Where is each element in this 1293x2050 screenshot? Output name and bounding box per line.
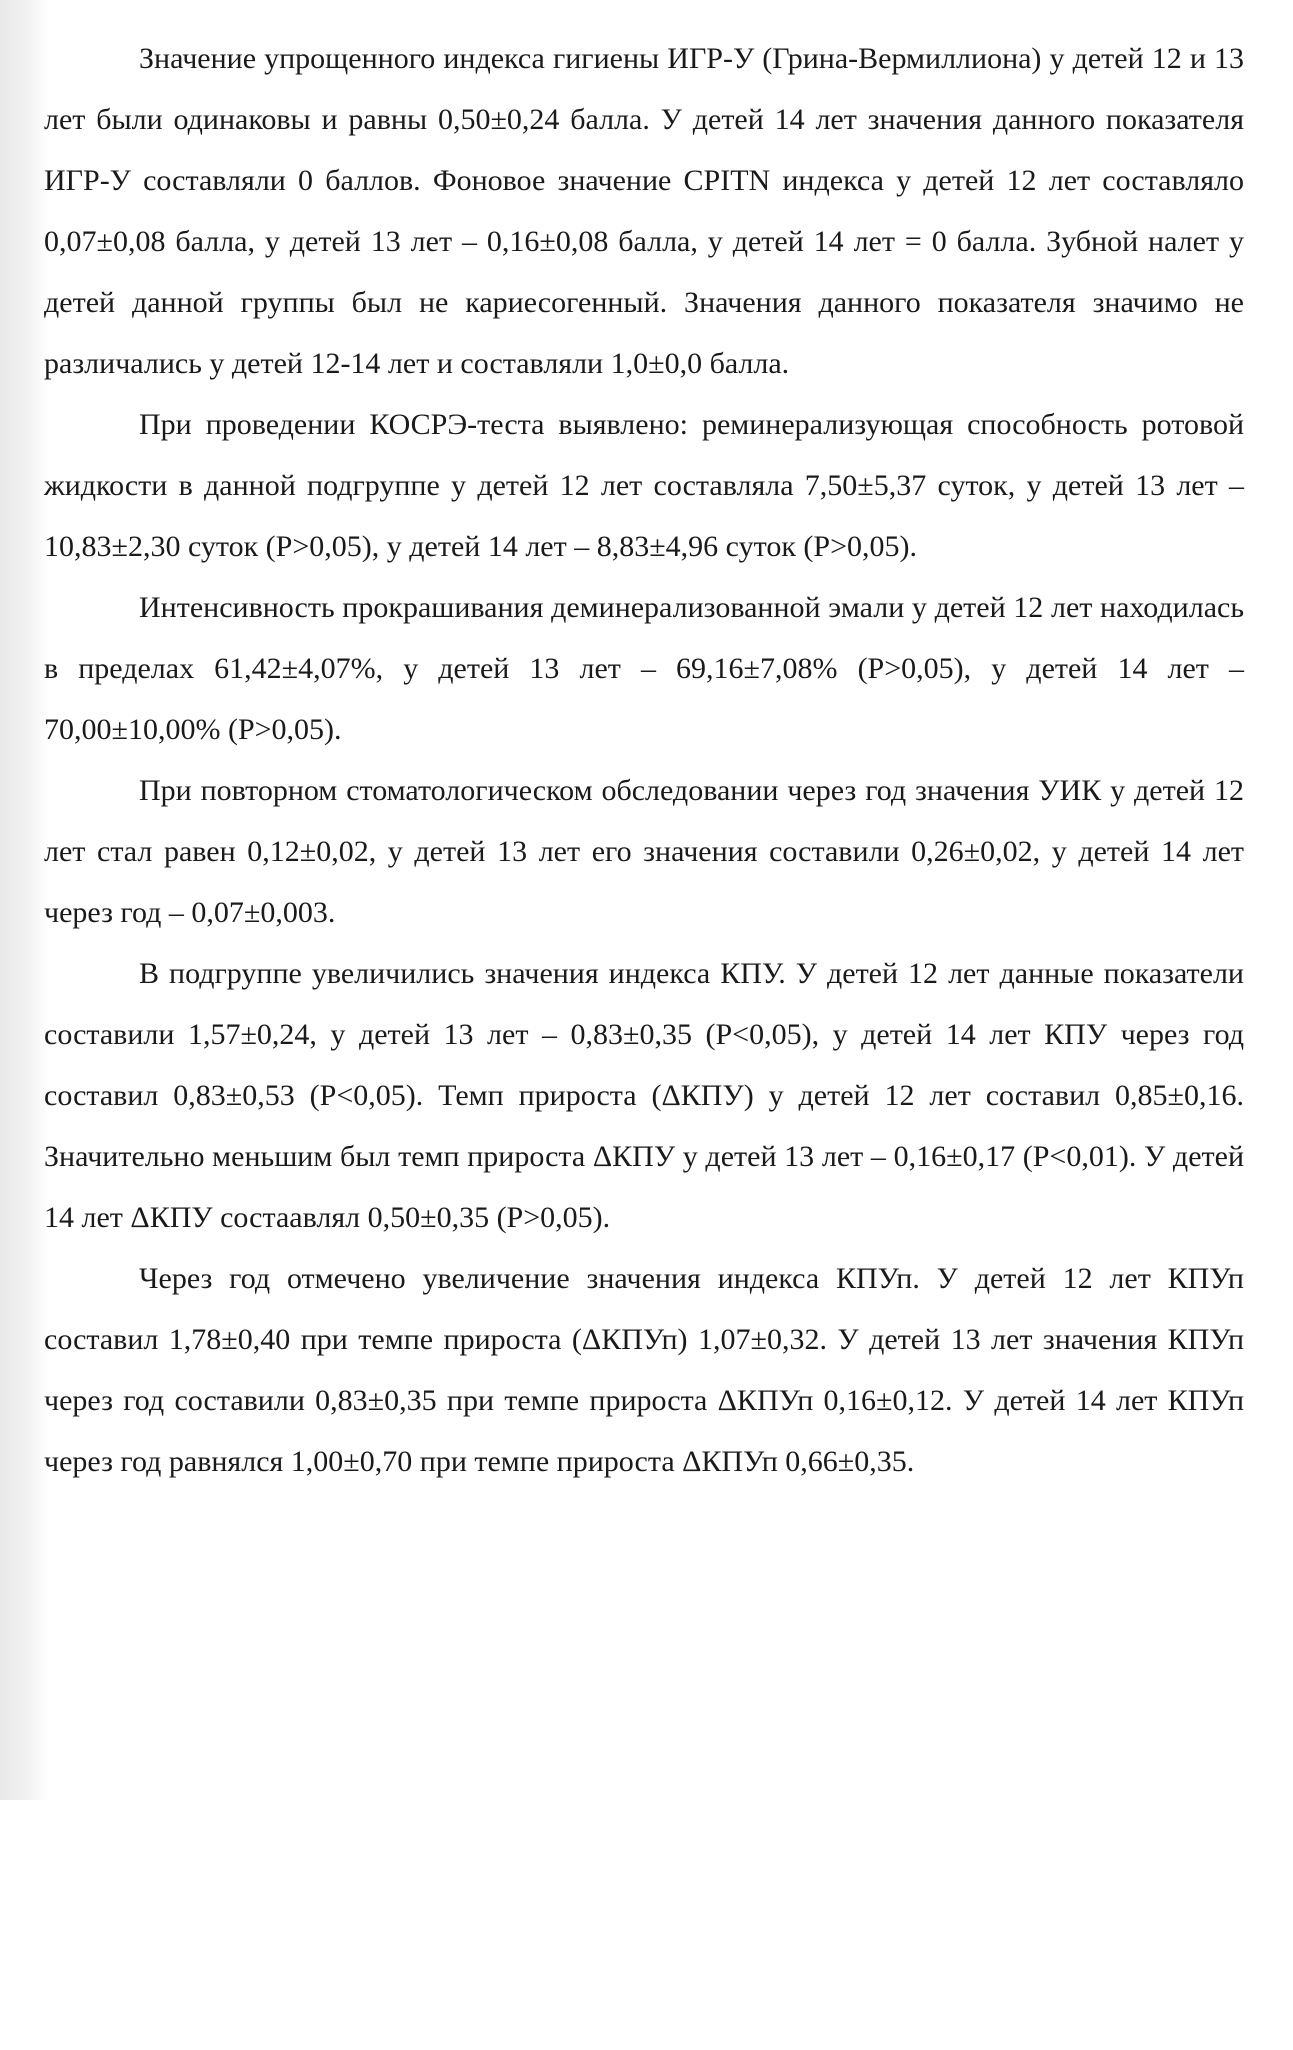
paragraph-kosre-test: При проведении КОСРЭ-теста выявлено: реминерализующая способность ротовой жидкости в данной подгруппе у детей 12 лет составляла 7,50±5,37 суток, у детей 13 лет – 10,83±2,30 суток (P>0,05), у детей 14 лет – 8,83±4,96 суток (P>0,05). — [44, 408, 1244, 563]
paragraph-kpu-index: В подгруппе увеличились значения индекса КПУ. У детей 12 лет данные показатели составили 1,57±0,24, у детей 13 лет – 0,83±0,35 (P<0,05), у детей 14 лет КПУ через год составил 0,83±0,53 (P<0,05). Темп прироста (ΔКПУ) у детей 12 лет составил 0,85±0,16. Значительно меньшим был темп прироста ΔКПУ у детей 13 лет – 0,16±0,17 (P<0,01). У детей 14 лет ΔКПУ состаавлял 0,50±0,35 (P>0,05). — [44, 957, 1244, 1234]
paragraph-kpup-index: Через год отмечено увеличение значения индекса КПУп. У детей 12 лет КПУп составил 1,78±0,40 при темпе прироста (ΔКПУп) 1,07±0,32. У детей 13 лет значения КПУп через год составили 0,83±0,35 при темпе прироста ΔКПУп 0,16±0,12. У детей 14 лет КПУп через год равнялся 1,00±0,70 при темпе прироста ΔКПУп 0,66±0,35. — [44, 1262, 1244, 1478]
paragraph-hygiene-index: Значение упрощенного индекса гигиены ИГР-У (Грина-Вермиллиона) у детей 12 и 13 лет были одинаковы и равны 0,50±0,24 балла. У детей 14 лет значения данного показателя ИГР-У составляли 0 баллов. Фоновое значение CPITN индекса у детей 12 лет составляло 0,07±0,08 балла, у детей 13 лет – 0,16±0,08 балла, у детей 14 лет = 0 балла. Зубной налет у детей данной группы был не кариесогенный. Значения данного показателя значимо не различались у детей 12-14 лет и составляли 1,0±0,0 балла. — [44, 42, 1244, 380]
scan-edge-shadow — [0, 0, 48, 1800]
document-body — [44, 28, 1244, 1492]
paragraph-enamel-staining: Интенсивность прокрашивания деминерализованной эмали у детей 12 лет находилась в пределах 61,42±4,07%, у детей 13 лет – 69,16±7,08% (P>0,05), у детей 14 лет – 70,00±10,00% (P>0,05). — [44, 591, 1244, 746]
paragraph-repeat-exam-uik: При повторном стоматологическом обследовании через год значения УИК у детей 12 лет стал равен 0,12±0,02, у детей 13 лет его значения составили 0,26±0,02, у детей 14 лет через год – 0,07±0,003. — [44, 774, 1244, 929]
